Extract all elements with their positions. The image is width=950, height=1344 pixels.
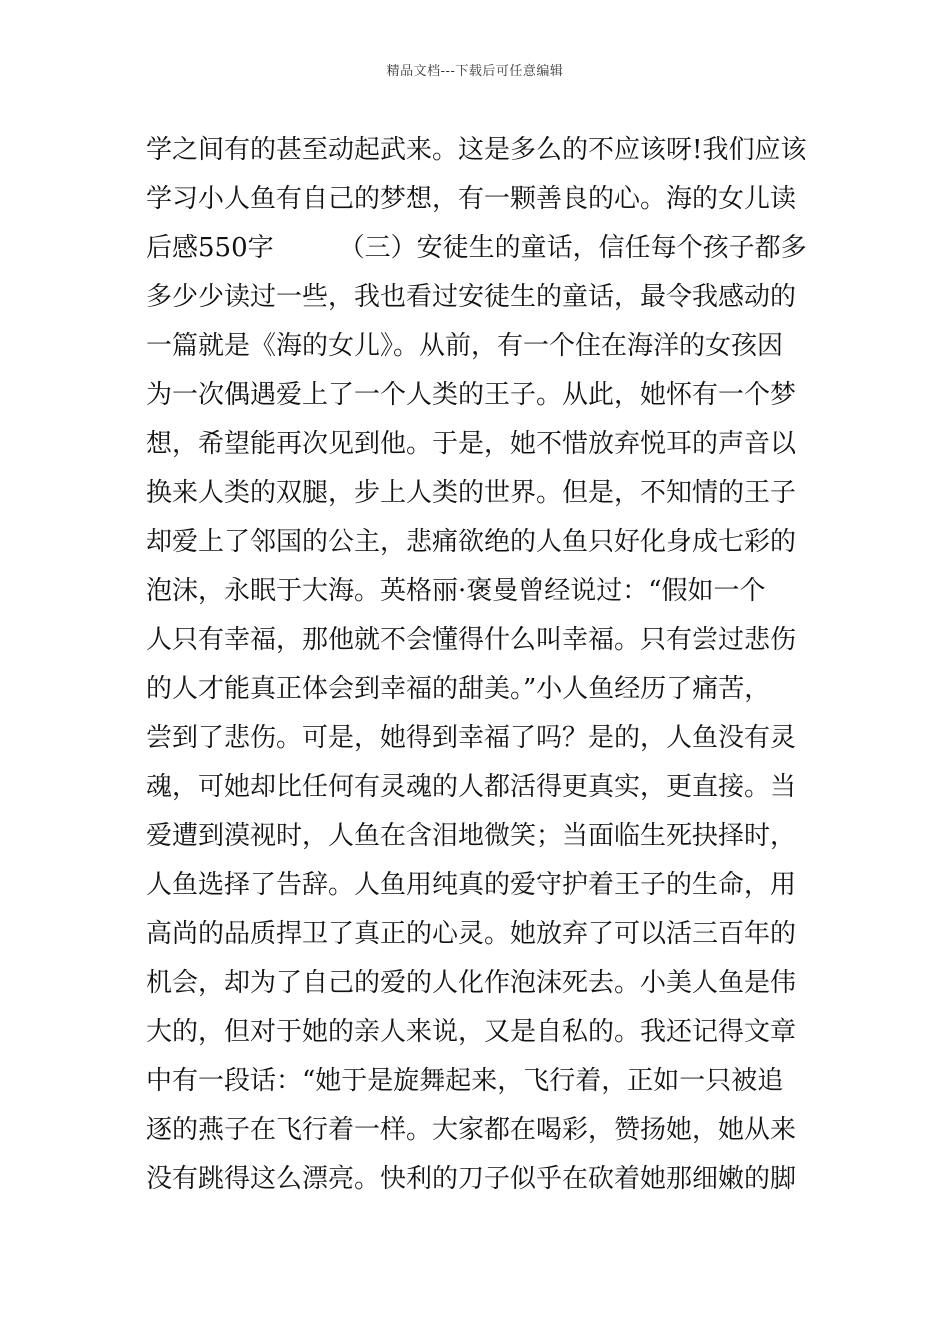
text-line: 想，希望能再次见到他。于是，她不惜放弃悦耳的声音以 (146, 429, 797, 459)
document-body (146, 126, 816, 1204)
text-line: 后感550字 （三）安徒生的童话，信任每个孩子都多 (146, 233, 807, 263)
page-header: 精品文档---下载后可任意编辑 (386, 64, 564, 79)
text-line: 多少少读过一些，我也看过安徒生的童话，最令我感动的 (146, 282, 797, 312)
text-line: 的人才能真正体会到幸福的甜美。”小人鱼经历了痛苦， (146, 674, 771, 704)
text-line: 逐的燕子在飞行着一样。大家都在喝彩，赞扬她，她从来 (146, 1115, 797, 1145)
text-line: 大的，但对于她的亲人来说，又是自私的。我还记得文章 (146, 1017, 797, 1047)
text-line: 泡沫，永眠于大海。英格丽·褒曼曾经说过：“假如一个 (146, 576, 766, 606)
text-line: 机会，却为了自己的爱的人化作泡沫死去。小美人鱼是伟 (146, 968, 797, 998)
text-line: 学之间有的甚至动起武来。这是多么的不应该呀!我们应该 (146, 135, 807, 165)
text-line: 却爱上了邻国的公主，悲痛欲绝的人鱼只好化身成七彩的 (146, 527, 797, 557)
text-line: 爱遭到漠视时，人鱼在含泪地微笑；当面临生死抉择时， (146, 821, 797, 851)
text-line: 人只有幸福，那他就不会懂得什么叫幸福。只有尝过悲伤 (146, 625, 797, 655)
text-line: 人鱼选择了告辞。人鱼用纯真的爱守护着王子的生命，用 (146, 870, 797, 900)
text-line: 没有跳得这么漂亮。快利的刀子似乎在砍着她那细嫩的脚 (146, 1164, 797, 1194)
text-line: 一篇就是《海的女儿》。从前，有一个住在海洋的女孩因 (146, 331, 784, 361)
text-line: 学习小人鱼有自己的梦想，有一颗善良的心。海的女儿读 (146, 184, 797, 214)
text-line: 高尚的品质捍卫了真正的心灵。她放弃了可以活三百年的 (146, 919, 797, 949)
text-line: 魂，可她却比任何有灵魂的人都活得更真实，更直接。当 (146, 772, 797, 802)
text-line: 换来人类的双腿，步上人类的世界。但是，不知情的王子 (146, 478, 797, 508)
text-line: 中有一段话：“她于是旋舞起来，飞行着，正如一只被追 (146, 1066, 784, 1096)
text-line: 为一次偶遇爱上了一个人类的王子。从此，她怀有一个梦 (146, 380, 797, 410)
text-line: 尝到了悲伤。可是，她得到幸福了吗？是的，人鱼没有灵 (146, 723, 797, 753)
